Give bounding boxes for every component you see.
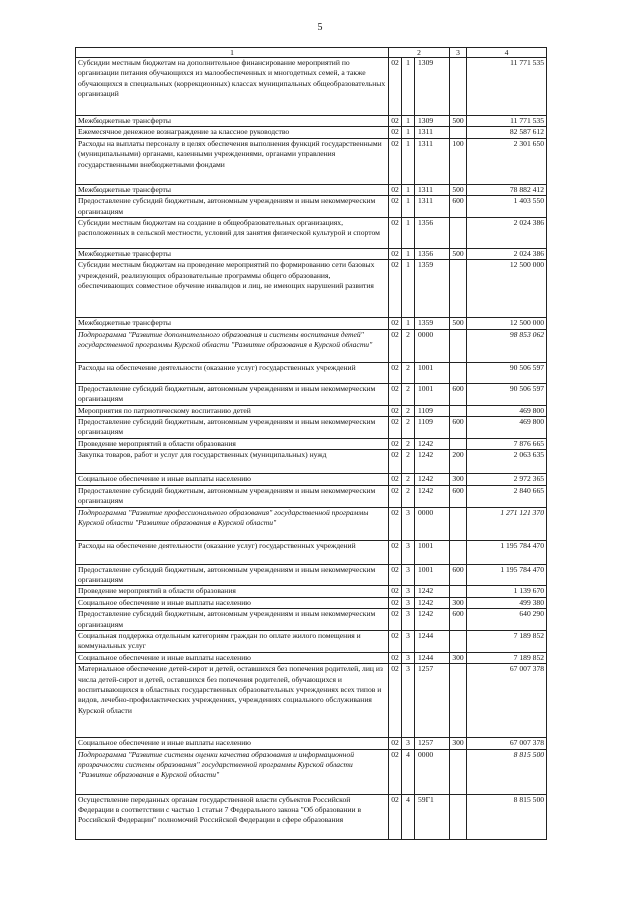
table-row [76, 196, 547, 218]
row-amount: 2 024 386 [467, 218, 547, 249]
row-amount: 7 876 665 [467, 438, 547, 449]
row-name: Предоставление субсидий бюджетным, автономным учреждениям и иным некоммерческим организациям [76, 564, 389, 586]
row-code-subsection: 1 [402, 218, 415, 249]
row-name: Предоставление субсидий бюджетным, автономным учреждениям и иным некоммерческим организациям [76, 196, 389, 218]
table-row [76, 664, 547, 738]
table-row [76, 586, 547, 597]
table-row [76, 474, 547, 485]
row-code-section: 02 [389, 485, 402, 507]
row-name: Подпрограмма "Развитие профессионального образования" государственной программы Курской области "Развитие образования в Курской области" [76, 507, 389, 540]
table-row [76, 138, 547, 184]
table-row [76, 597, 547, 608]
row-amount: 1 271 121 370 [467, 507, 547, 540]
row-code-section: 02 [389, 564, 402, 586]
header-col-3: 3 [450, 48, 467, 58]
row-code-target: 1257 [415, 738, 450, 749]
row-name: Расходы на выплаты персоналу в целях обеспечения выполнения функций государственными (муниципальными) органами, казенными учреждениями, органами управления государственными внебюджетными фондами [76, 138, 389, 184]
row-code-expense-type [450, 794, 467, 839]
row-name: Субсидии местным бюджетам на проведение мероприятий по формированию сети базовых учреждений, реализующих образовательные программы общего образования, обеспечивающих совместное обучение инвалидов и лиц, не имеющих нарушений развития [76, 260, 389, 318]
row-code-expense-type: 200 [450, 450, 467, 474]
row-code-expense-type: 600 [450, 564, 467, 586]
row-code-subsection: 3 [402, 609, 415, 631]
row-code-subsection: 2 [402, 485, 415, 507]
row-code-target: 1001 [415, 362, 450, 383]
table-row [76, 127, 547, 138]
row-amount: 2 063 635 [467, 450, 547, 474]
row-code-expense-type [450, 438, 467, 449]
table-row [76, 405, 547, 416]
row-name: Подпрограмма "Развитие дополнительного образования и системы воспитания детей" государственной программы Курской области "Развитие образования в Курской области" [76, 329, 389, 362]
row-code-subsection: 1 [402, 116, 415, 127]
row-amount: 469 800 [467, 405, 547, 416]
row-amount: 2 024 386 [467, 249, 547, 260]
row-code-expense-type [450, 749, 467, 794]
row-code-target: 1242 [415, 586, 450, 597]
row-code-section: 02 [389, 184, 402, 195]
table-body [76, 58, 547, 840]
row-name: Предоставление субсидий бюджетным, автономным учреждениям и иным некоммерческим организациям [76, 609, 389, 631]
row-code-target: 1311 [415, 138, 450, 184]
row-code-subsection: 2 [402, 450, 415, 474]
row-code-section: 02 [389, 260, 402, 318]
table-row [76, 58, 547, 116]
row-code-target: 1242 [415, 597, 450, 608]
row-code-section: 02 [389, 652, 402, 663]
row-code-section: 02 [389, 383, 402, 405]
row-code-subsection: 1 [402, 127, 415, 138]
row-code-target: 1311 [415, 196, 450, 218]
table-row [76, 438, 547, 449]
row-amount: 1 139 670 [467, 586, 547, 597]
table-row [76, 630, 547, 652]
row-code-target: 1109 [415, 405, 450, 416]
row-amount: 8 815 500 [467, 794, 547, 839]
row-code-expense-type: 500 [450, 318, 467, 329]
row-code-subsection: 1 [402, 260, 415, 318]
row-amount: 8 815 500 [467, 749, 547, 794]
row-code-subsection: 3 [402, 630, 415, 652]
table-row [76, 184, 547, 195]
row-code-section: 02 [389, 749, 402, 794]
row-code-section: 02 [389, 116, 402, 127]
row-amount: 7 189 852 [467, 652, 547, 663]
row-code-expense-type: 600 [450, 196, 467, 218]
table-row [76, 249, 547, 260]
row-code-subsection: 1 [402, 184, 415, 195]
row-code-section: 02 [389, 794, 402, 839]
row-name: Ежемесячное денежное вознаграждение за классное руководство [76, 127, 389, 138]
table-row [76, 738, 547, 749]
table-row [76, 564, 547, 586]
row-code-expense-type: 100 [450, 138, 467, 184]
row-name: Расходы на обеспечение деятельности (оказание услуг) государственных учреждений [76, 540, 389, 564]
row-name: Социальное обеспечение и иные выплаты населению [76, 474, 389, 485]
row-code-expense-type [450, 405, 467, 416]
row-code-subsection: 4 [402, 749, 415, 794]
row-code-subsection: 2 [402, 383, 415, 405]
row-name: Межбюджетные трансферты [76, 184, 389, 195]
row-code-target: 0000 [415, 329, 450, 362]
row-name: Подпрограмма "Развитие системы оценки качества образования и информационной прозрачности системы образования" государственной программы Курской области "Развитие образования в Курской области" [76, 749, 389, 794]
row-code-section: 02 [389, 58, 402, 116]
row-name: Мероприятия по патриотическому воспитанию детей [76, 405, 389, 416]
row-name: Осуществление переданных органам государственной власти субъектов Российской Федерации в соответствии с частью 1 статьи 7 Федерального закона "Об образовании в Российской Федерации" полномочий Российской Федерации в сфере образования [76, 794, 389, 839]
row-code-section: 02 [389, 417, 402, 439]
subprogram-row [76, 329, 547, 362]
row-amount: 2 301 650 [467, 138, 547, 184]
row-code-section: 02 [389, 196, 402, 218]
row-amount: 469 800 [467, 417, 547, 439]
table-row [76, 362, 547, 383]
row-code-target: 1309 [415, 116, 450, 127]
row-name: Социальная поддержка отдельным категориям граждан по оплате жилого помещения и коммунальных услуг [76, 630, 389, 652]
row-code-section: 02 [389, 609, 402, 631]
row-code-expense-type: 300 [450, 474, 467, 485]
row-code-target: 1257 [415, 664, 450, 738]
row-code-target: 1311 [415, 184, 450, 195]
row-name: Закупка товаров, работ и услуг для государственных (муниципальных) нужд [76, 450, 389, 474]
row-code-section: 02 [389, 218, 402, 249]
row-code-target: 59Г1 [415, 794, 450, 839]
row-name: Социальное обеспечение и иные выплаты населению [76, 652, 389, 663]
row-code-expense-type: 500 [450, 116, 467, 127]
row-code-target: 1311 [415, 127, 450, 138]
row-code-target: 1359 [415, 318, 450, 329]
row-code-subsection: 3 [402, 507, 415, 540]
row-code-subsection: 3 [402, 738, 415, 749]
row-code-section: 02 [389, 630, 402, 652]
row-code-section: 02 [389, 362, 402, 383]
page-number: 5 [317, 22, 323, 33]
table-row [76, 318, 547, 329]
row-name: Проведение мероприятий в области образования [76, 586, 389, 597]
row-amount: 82 587 612 [467, 127, 547, 138]
row-code-target: 1109 [415, 417, 450, 439]
row-code-section: 02 [389, 507, 402, 540]
row-code-section: 02 [389, 738, 402, 749]
table-row [76, 260, 547, 318]
row-code-target: 1356 [415, 249, 450, 260]
row-amount: 12 500 000 [467, 260, 547, 318]
row-name: Социальное обеспечение и иные выплаты населению [76, 738, 389, 749]
row-code-expense-type [450, 664, 467, 738]
row-code-expense-type: 600 [450, 417, 467, 439]
row-amount: 2 972 365 [467, 474, 547, 485]
row-code-subsection: 3 [402, 564, 415, 586]
row-code-section: 02 [389, 329, 402, 362]
row-code-subsection: 3 [402, 664, 415, 738]
row-code-subsection: 3 [402, 597, 415, 608]
row-code-expense-type [450, 507, 467, 540]
row-code-target: 1001 [415, 383, 450, 405]
row-name: Межбюджетные трансферты [76, 116, 389, 127]
row-code-expense-type: 600 [450, 383, 467, 405]
row-code-expense-type [450, 260, 467, 318]
row-code-expense-type [450, 362, 467, 383]
row-code-section: 02 [389, 450, 402, 474]
row-code-section: 02 [389, 138, 402, 184]
row-code-expense-type [450, 630, 467, 652]
row-code-target: 1001 [415, 564, 450, 586]
row-code-subsection: 3 [402, 652, 415, 663]
row-code-expense-type [450, 127, 467, 138]
table-row [76, 383, 547, 405]
row-amount: 11 771 535 [467, 58, 547, 116]
row-code-expense-type [450, 329, 467, 362]
row-code-target: 0000 [415, 749, 450, 794]
row-amount: 67 007 378 [467, 664, 547, 738]
row-amount: 11 771 535 [467, 116, 547, 127]
table-row [76, 116, 547, 127]
table-row [76, 417, 547, 439]
row-amount: 12 500 000 [467, 318, 547, 329]
row-amount: 1 403 550 [467, 196, 547, 218]
row-code-expense-type: 300 [450, 597, 467, 608]
row-code-section: 02 [389, 664, 402, 738]
row-code-section: 02 [389, 318, 402, 329]
row-code-subsection: 1 [402, 196, 415, 218]
row-code-target: 1242 [415, 485, 450, 507]
row-code-expense-type [450, 58, 467, 116]
header-col-4: 4 [467, 48, 547, 58]
row-name: Предоставление субсидий бюджетным, автономным учреждениям и иным некоммерческим организациям [76, 383, 389, 405]
row-code-expense-type: 300 [450, 738, 467, 749]
row-amount: 1 195 784 470 [467, 540, 547, 564]
row-code-target: 1244 [415, 652, 450, 663]
table-row [76, 540, 547, 564]
row-name: Социальное обеспечение и иные выплаты населению [76, 597, 389, 608]
table-row [76, 609, 547, 631]
row-code-expense-type: 600 [450, 609, 467, 631]
row-amount: 499 380 [467, 597, 547, 608]
row-name: Предоставление субсидий бюджетным, автономным учреждениям и иным некоммерческим организациям [76, 417, 389, 439]
table-header-row [76, 48, 547, 58]
budget-table [75, 47, 547, 840]
row-name: Проведение мероприятий в области образования [76, 438, 389, 449]
row-code-subsection: 4 [402, 794, 415, 839]
row-code-section: 02 [389, 405, 402, 416]
row-amount: 90 506 597 [467, 362, 547, 383]
row-code-subsection: 1 [402, 318, 415, 329]
row-name: Расходы на обеспечение деятельности (оказание услуг) государственных учреждений [76, 362, 389, 383]
row-code-expense-type: 500 [450, 184, 467, 195]
row-name: Межбюджетные трансферты [76, 318, 389, 329]
row-code-subsection: 2 [402, 405, 415, 416]
row-amount: 640 290 [467, 609, 547, 631]
row-code-subsection: 2 [402, 417, 415, 439]
row-code-subsection: 2 [402, 329, 415, 362]
row-name: Субсидии местным бюджетам на дополнительное финансирование мероприятий по организации питания обучающихся из малообеспеченных и многодетных семей, а также обучающихся в специальных (коррекционных) классах муниципальных общеобразовательных организаций [76, 58, 389, 116]
row-code-subsection: 2 [402, 362, 415, 383]
row-name: Предоставление субсидий бюджетным, автономным учреждениям и иным некоммерческим организациям [76, 485, 389, 507]
row-code-section: 02 [389, 127, 402, 138]
table-row [76, 218, 547, 249]
header-col-2: 2 [389, 48, 450, 58]
subprogram-row [76, 749, 547, 794]
row-code-target: 0000 [415, 507, 450, 540]
row-code-subsection: 3 [402, 540, 415, 564]
row-name: Межбюджетные трансферты [76, 249, 389, 260]
row-code-subsection: 1 [402, 58, 415, 116]
row-code-expense-type [450, 586, 467, 597]
row-amount: 7 189 852 [467, 630, 547, 652]
row-code-section: 02 [389, 438, 402, 449]
row-code-target: 1242 [415, 438, 450, 449]
row-code-section: 02 [389, 474, 402, 485]
row-amount: 67 007 378 [467, 738, 547, 749]
table-row [76, 450, 547, 474]
row-name: Субсидии местным бюджетам на создание в общеобразовательных организациях, расположенных в сельской местности, условий для занятия физической культурой и спортом [76, 218, 389, 249]
subprogram-row [76, 507, 547, 540]
row-code-target: 1242 [415, 609, 450, 631]
row-code-target: 1242 [415, 474, 450, 485]
row-code-expense-type [450, 540, 467, 564]
row-code-target: 1244 [415, 630, 450, 652]
row-code-expense-type: 300 [450, 652, 467, 663]
row-code-section: 02 [389, 540, 402, 564]
row-name: Материальное обеспечение детей-сирот и детей, оставшихся без попечения родителей, лиц из числа детей-сирот и детей, оставшихся без попечения родителей, обучающихся и воспитывающихся в областных государственных образовательных учреждениях всех типов и видов, лечебно-профилактических учреждениях, учреждениях социального обслуживания Курской области [76, 664, 389, 738]
row-code-section: 02 [389, 249, 402, 260]
row-amount: 98 853 062 [467, 329, 547, 362]
row-code-target: 1001 [415, 540, 450, 564]
row-code-expense-type [450, 218, 467, 249]
table-row [76, 652, 547, 663]
row-code-target: 1309 [415, 58, 450, 116]
row-code-subsection: 2 [402, 474, 415, 485]
row-amount: 78 882 412 [467, 184, 547, 195]
row-code-subsection: 2 [402, 438, 415, 449]
table-row [76, 794, 547, 839]
table-row [76, 485, 547, 507]
row-amount: 90 506 597 [467, 383, 547, 405]
row-code-target: 1242 [415, 450, 450, 474]
row-code-subsection: 1 [402, 138, 415, 184]
row-code-subsection: 1 [402, 249, 415, 260]
header-col-1: 1 [76, 48, 389, 58]
row-code-target: 1356 [415, 218, 450, 249]
row-code-section: 02 [389, 597, 402, 608]
row-code-expense-type: 500 [450, 249, 467, 260]
row-amount: 1 195 784 470 [467, 564, 547, 586]
row-amount: 2 840 665 [467, 485, 547, 507]
row-code-subsection: 3 [402, 586, 415, 597]
row-code-target: 1359 [415, 260, 450, 318]
row-code-expense-type: 600 [450, 485, 467, 507]
row-code-section: 02 [389, 586, 402, 597]
